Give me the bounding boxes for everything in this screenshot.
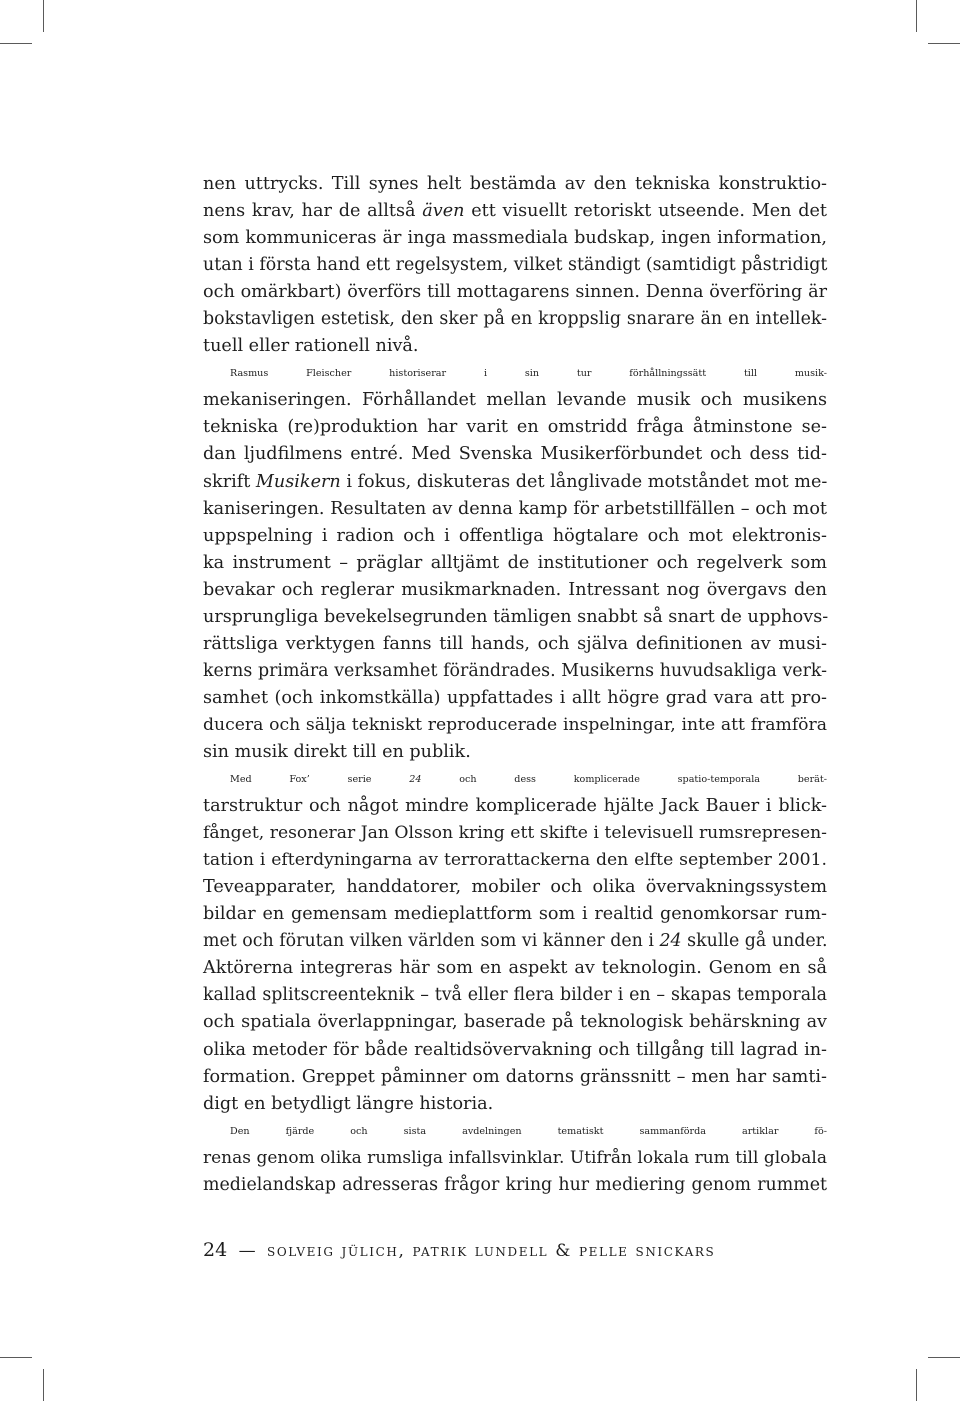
text-run: kallad splitscreenteknik – två eller flera bilder i en – skapas temporala xyxy=(203,985,827,1006)
text-run: kerns primära verksamhet förändrades. Musikerns huvudsakliga verk- xyxy=(203,660,827,681)
text-line xyxy=(203,847,827,874)
text-line xyxy=(203,685,827,712)
italic-text: även xyxy=(422,201,465,222)
text-run: ka instrument – präglar alltjämt de institutioner och regelverk som xyxy=(203,552,827,573)
text-line xyxy=(203,469,827,496)
italic-text: 24 xyxy=(659,931,682,952)
text-run: Teveapparater, handdatorer, mobiler och olika övervakningssystem xyxy=(203,877,827,898)
text-run: bokstavligen estetisk, den sker på en kroppslig snarare än en intellek- xyxy=(203,309,827,330)
text-line xyxy=(203,225,827,252)
text-line xyxy=(203,955,827,982)
page-number: 24 xyxy=(203,1239,228,1261)
page-footer xyxy=(203,1239,715,1261)
body-text xyxy=(203,171,827,1199)
footer-separator: — xyxy=(238,1241,256,1261)
text-run: i fokus, diskuteras det långlivade motståndet mot me- xyxy=(340,471,828,492)
text-run: ett visuellt retoriskt utseende. Men det xyxy=(464,201,827,222)
text-run: uppspelning i radion och i offentliga högtalare och mot elektronis- xyxy=(203,525,827,546)
text-line xyxy=(203,523,827,550)
crop-mark-top-right-h xyxy=(928,43,960,44)
text-line xyxy=(203,387,827,414)
crop-mark-bottom-right-h xyxy=(928,1357,960,1358)
text-line xyxy=(203,739,827,766)
text-run: skulle gå under. xyxy=(681,931,828,952)
text-line xyxy=(203,793,827,820)
text-line xyxy=(203,577,827,604)
text-line xyxy=(203,1091,827,1118)
text-run: olika metoder för både realtidsövervakning och tillgång till lagrad in- xyxy=(203,1039,827,1060)
text-run: mekaniseringen. Förhållandet mellan levande musik och musikens xyxy=(203,390,827,411)
text-line xyxy=(203,198,827,225)
text-run: tekniska (re)produktion har varit en omstridd fråga åtminstone se- xyxy=(203,417,827,438)
text-line xyxy=(203,360,827,387)
text-run: Aktörerna integreras här som en aspekt av teknologin. Genom en så xyxy=(203,958,827,979)
crop-mark-top-right-v xyxy=(916,0,917,32)
text-run: och omärkbart) överförs till mottagarens sinnen. Denna överföring är xyxy=(203,282,827,303)
text-run: nens krav, har de alltså xyxy=(203,201,423,222)
text-run: tuell eller rationell nivå. xyxy=(203,336,419,357)
crop-mark-bottom-left-v xyxy=(43,1369,44,1401)
text-run: tation i efterdyningarna av terrorattackerna den elfte september 2001. xyxy=(203,850,827,871)
text-run: och spatiala överlappningar, baserade på teknologisk behärskning av xyxy=(203,1012,827,1033)
text-line xyxy=(203,1009,827,1036)
text-line xyxy=(203,171,827,198)
text-line xyxy=(203,1118,827,1145)
text-run: som kommuniceras är inga massmediala budskap, ingen information, xyxy=(203,228,827,249)
text-run: met och förutan vilken världen som vi känner den i xyxy=(203,931,660,952)
text-line xyxy=(203,441,827,468)
text-line xyxy=(203,820,827,847)
text-run: skrift xyxy=(203,471,256,492)
text-line xyxy=(203,631,827,658)
text-run: bildar en gemensam medieplattform som i realtid genomkorsar rum- xyxy=(203,904,827,925)
footer-authors: solveig jülich, patrik lundell & pelle snickars xyxy=(267,1241,716,1261)
text-line xyxy=(203,1064,827,1091)
text-line xyxy=(203,658,827,685)
text-run: bevakar och reglerar musikmarknaden. Intressant nog övergavs den xyxy=(203,579,827,600)
text-line xyxy=(203,306,827,333)
italic-text: 24 xyxy=(409,774,422,786)
text-line xyxy=(203,550,827,577)
text-line xyxy=(203,496,827,523)
text-line xyxy=(203,279,827,306)
text-line xyxy=(203,414,827,441)
text-run: renas genom olika rumsliga infallsvinklar. Utifrån lokala rum till globala xyxy=(203,1147,827,1168)
crop-mark-top-left-h xyxy=(0,43,32,44)
text-line xyxy=(203,928,827,955)
text-run: kaniseringen. Resultaten av denna kamp för arbetstillfällen – och mot xyxy=(203,498,827,519)
text-run: rättsliga verktygen fanns till hands, och själva definitionen av musi- xyxy=(203,633,827,654)
text-run: ducera och sälja tekniskt reproducerade inspelningar, inte att framföra xyxy=(203,714,827,735)
text-run: och dess komplicerade spatio-temporala berät- xyxy=(421,774,827,786)
text-line xyxy=(203,982,827,1009)
text-line xyxy=(203,333,827,360)
crop-mark-bottom-right-v xyxy=(916,1369,917,1401)
text-line xyxy=(203,1145,827,1172)
text-run: samhet (och inkomstkälla) uppfattades i allt högre grad vara att pro- xyxy=(203,687,827,708)
text-run: tarstruktur och något mindre komplicerade hjälte Jack Bauer i blick- xyxy=(203,796,827,817)
text-line xyxy=(203,1037,827,1064)
text-line xyxy=(203,712,827,739)
text-run: Den fjärde och sista avdelningen tematiskt sammanförda artiklar fö- xyxy=(230,1125,827,1137)
text-line xyxy=(203,766,827,793)
italic-text: Musikern xyxy=(255,471,341,492)
text-run: dan ljudfilmens entré. Med Svenska Musikerförbundet och dess tid- xyxy=(203,444,827,465)
crop-mark-top-left-v xyxy=(43,0,44,32)
text-run: ursprungliga bevekelsegrunden tämligen snabbt så snart de upphovs- xyxy=(203,606,829,627)
text-run: fånget, resonerar Jan Olsson kring ett skifte i televisuell rumsrepresen- xyxy=(203,823,827,844)
text-run: Rasmus Fleischer historiserar i sin tur förhållningssätt till musik- xyxy=(230,368,827,380)
text-run: nen uttrycks. Till synes helt bestämda av den tekniska konstruktio- xyxy=(203,174,827,194)
text-run: digt en betydligt längre historia. xyxy=(203,1093,494,1114)
text-run: formation. Greppet påminner om datorns gränssnitt – men har samti- xyxy=(203,1066,827,1087)
text-line xyxy=(203,1172,827,1199)
text-run: sin musik direkt till en publik. xyxy=(203,741,471,762)
text-run: medielandskap adresseras frågor kring hur mediering genom rummet xyxy=(203,1174,827,1195)
text-line xyxy=(203,901,827,928)
text-run: Med Fox’ serie xyxy=(230,774,410,786)
text-line xyxy=(203,874,827,901)
text-line xyxy=(203,252,827,279)
text-line xyxy=(203,604,827,631)
text-run: utan i första hand ett regelsystem, vilket ständigt (samtidigt påstridigt xyxy=(203,255,828,276)
crop-mark-bottom-left-h xyxy=(0,1357,32,1358)
